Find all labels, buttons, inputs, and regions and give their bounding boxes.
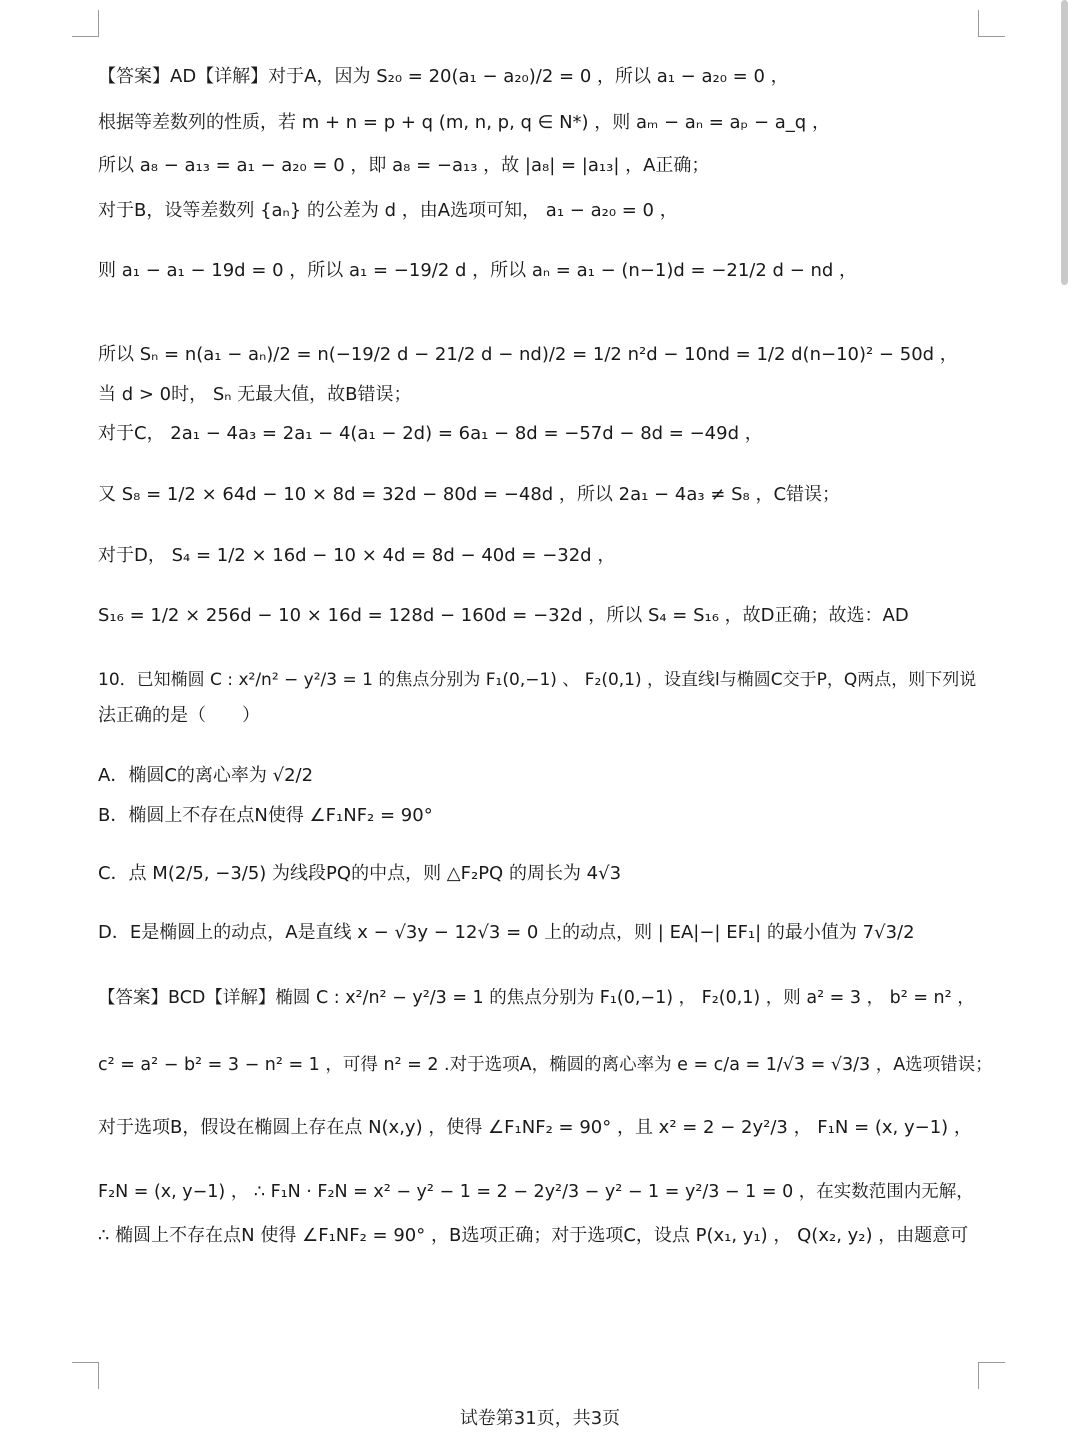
crop-mark-top-left bbox=[72, 10, 99, 37]
text-line: 【答案】AD【详解】对于A，因为 S₂₀ = 20(a₁ − a₂₀)/2 = 0 ，所以 a₁ − a₂₀ = 0 ， bbox=[98, 66, 789, 87]
answer-line: c² = a² − b² = 3 − n² = 1 ，可得 n² = 2 .对于选项A，椭圆的离心率为 e = c/a = 1/√3 = √3/3 ，A选项错误； bbox=[98, 1055, 993, 1075]
text-line: 所以 a₈ − a₁₃ = a₁ − a₂₀ = 0 ，即 a₈ = −a₁₃ ，故 |a₈| = |a₁₃| ，A正确； bbox=[98, 155, 710, 176]
question-line: 法正确的是（ ） bbox=[98, 705, 260, 726]
page-footer: 试卷第31页，共3页 bbox=[459, 1408, 621, 1429]
crop-mark-bottom-left bbox=[72, 1362, 99, 1389]
answer-line: 对于选项B，假设在椭圆上存在点 N(x,y) ，使得 ∠F₁NF₂ = 90° ，且 x² = 2 − 2y²/3 ， F₁N = (x, y−1) ， bbox=[98, 1117, 972, 1138]
text-line: S₁₆ = 1/2 × 256d − 10 × 16d = 128d − 160d = −32d ，所以 S₄ = S₁₆ ，故D正确；故选：AD bbox=[98, 605, 909, 626]
crop-mark-top-right bbox=[978, 10, 1005, 37]
text-line: 根据等差数列的性质，若 m + n = p + q (m, n, p, q ∈ N*) ，则 aₘ − aₙ = aₚ − a_q ， bbox=[98, 112, 830, 133]
text-line: 对于B，设等差数列 {aₙ} 的公差为 d ，由A选项可知， a₁ − a₂₀ = 0 ， bbox=[98, 200, 678, 221]
option-a: A．椭圆C的离心率为 √2/2 bbox=[98, 765, 314, 786]
crop-mark-bottom-right bbox=[978, 1362, 1005, 1389]
text-line: 所以 Sₙ = n(a₁ − aₙ)/2 = n(−19/2 d − 21/2 d − nd)/2 = 1/2 n²d − 10nd = 1/2 d(n−10)² − 50d ， bbox=[98, 344, 958, 365]
answer-line: F₂N = (x, y−1) ， ∴ F₁N · F₂N = x² − y² − 1 = 2 − 2y²/3 − y² − 1 = y²/3 − 1 = 0 ，在实数范围内无解， bbox=[98, 1182, 974, 1202]
option-c: C．点 M(2/5, −3/5) 为线段PQ的中点，则 △F₂PQ 的周长为 4√3 bbox=[98, 863, 622, 884]
text-line: 则 a₁ − a₁ − 19d = 0 ，所以 a₁ = −19/2 d ，所以 aₙ = a₁ − (n−1)d = −21/2 d − nd ， bbox=[98, 260, 858, 281]
option-b: B．椭圆上不存在点N使得 ∠F₁NF₂ = 90° bbox=[98, 805, 433, 826]
question-line: 10．已知椭圆 C : x²/n² − y²/3 = 1 的焦点分别为 F₁(0,−1) 、 F₂(0,1) ，设直线l与椭圆C交于P，Q两点，则下列说 bbox=[98, 670, 977, 690]
text-line: 对于C， 2a₁ − 4a₃ = 2a₁ − 4(a₁ − 2d) = 6a₁ − 8d = −57d − 8d = −49d ， bbox=[98, 423, 763, 444]
option-d: D．E是椭圆上的动点，A是直线 x − √3y − 12√3 = 0 上的动点，则 | EA|−| EF₁| 的最小值为 7√3/2 bbox=[98, 922, 915, 943]
text-line: 又 S₈ = 1/2 × 64d − 10 × 8d = 32d − 80d = −48d ，所以 2a₁ − 4a₃ ≠ S₈ ，C错误； bbox=[98, 484, 841, 505]
answer-line: ∴ 椭圆上不存在点N 使得 ∠F₁NF₂ = 90° ，B选项正确；对于选项C，设点 P(x₁, y₁) ， Q(x₂, y₂) ，由题意可 bbox=[98, 1225, 969, 1246]
answer-line: 【答案】BCD【详解】椭圆 C : x²/n² − y²/3 = 1 的焦点分别为 F₁(0,−1) ， F₂(0,1) ，则 a² = 3 ， b² = n² ， bbox=[98, 988, 975, 1008]
scrollbar[interactable] bbox=[1061, 0, 1068, 285]
text-line: 当 d > 0时， Sₙ 无最大值，故B错误； bbox=[98, 384, 412, 405]
text-line: 对于D， S₄ = 1/2 × 16d − 10 × 4d = 8d − 40d = −32d ， bbox=[98, 545, 616, 566]
